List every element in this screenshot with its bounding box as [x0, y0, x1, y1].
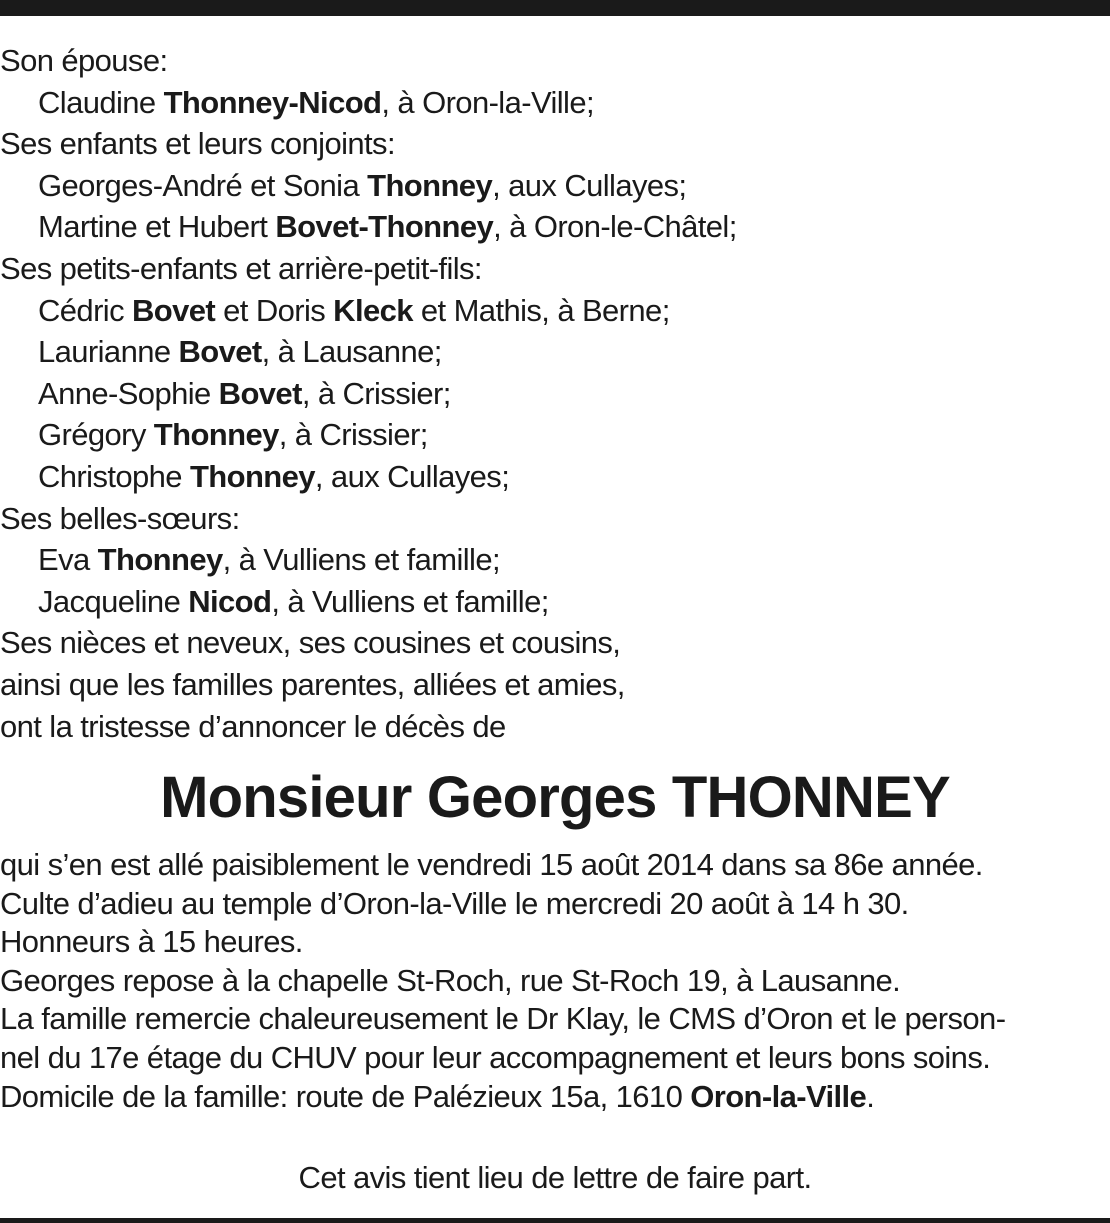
grandchild-entry: Christophe Thonney, aux Cullayes;	[38, 458, 510, 494]
details-block	[0, 846, 1110, 1116]
detail-line: Honneurs à 15 heures.	[0, 924, 303, 960]
children-heading: Ses enfants et leurs conjoints:	[0, 126, 395, 162]
detail-line: Culte d’adieu au temple d’Oron-la-Ville le mercredi 20 août à 14 h 30.	[0, 885, 909, 921]
spouse-entry: Claudine Thonney-Nicod, à Oron-la-Ville;	[38, 84, 594, 120]
family-list	[0, 40, 1110, 747]
sister-in-law-entry: Jacqueline Nicod, à Vulliens et famille;	[38, 583, 549, 619]
child-entry: Georges-André et Sonia Thonney, aux Cullayes;	[38, 167, 687, 203]
spouse-heading: Son épouse:	[0, 43, 168, 78]
sisters-in-law-heading: Ses belles-sœurs:	[0, 500, 240, 536]
relatives-line: ainsi que les familles parentes, alliées et amies,	[0, 666, 625, 702]
deceased-name-title: Monsieur Georges THONNEY	[160, 765, 950, 830]
grandchildren-heading: Ses petits-enfants et arrière-petit-fils:	[0, 250, 482, 286]
detail-line: La famille remercie chaleureusement le Dr Klay, le CMS d’Oron et le person-	[0, 1001, 1006, 1037]
relatives-line: Ses nièces et neveux, ses cousines et cousins,	[0, 625, 621, 661]
grandchild-entry: Laurianne Bovet, à Lausanne;	[38, 334, 442, 370]
grandchild-entry: Cédric Bovet et Doris Kleck et Mathis, à Berne;	[38, 292, 670, 328]
bottom-rule	[0, 1218, 1110, 1223]
grandchild-entry: Grégory Thonney, à Crissier;	[38, 417, 428, 453]
family-address: Domicile de la famille: route de Palézieux 15a, 1610 Oron-la-Ville.	[0, 1078, 875, 1114]
child-entry: Martine et Hubert Bovet-Thonney, à Oron-le-Châtel;	[38, 209, 737, 245]
top-rule	[0, 0, 1110, 16]
announcement-line: ont la tristesse d’annoncer le décès de	[0, 708, 506, 744]
grandchild-entry: Anne-Sophie Bovet, à Crissier;	[38, 375, 451, 411]
closing-note: Cet avis tient lieu de lettre de faire part.	[298, 1160, 812, 1195]
sister-in-law-entry: Eva Thonney, à Vulliens et famille;	[38, 542, 500, 578]
detail-line: nel du 17e étage du CHUV pour leur accompagnement et leurs bons soins.	[0, 1039, 991, 1075]
detail-line: qui s’en est allé paisiblement le vendredi 15 août 2014 dans sa 86e année.	[0, 847, 983, 882]
detail-line: Georges repose à la chapelle St-Roch, rue St-Roch 19, à Lausanne.	[0, 962, 901, 998]
